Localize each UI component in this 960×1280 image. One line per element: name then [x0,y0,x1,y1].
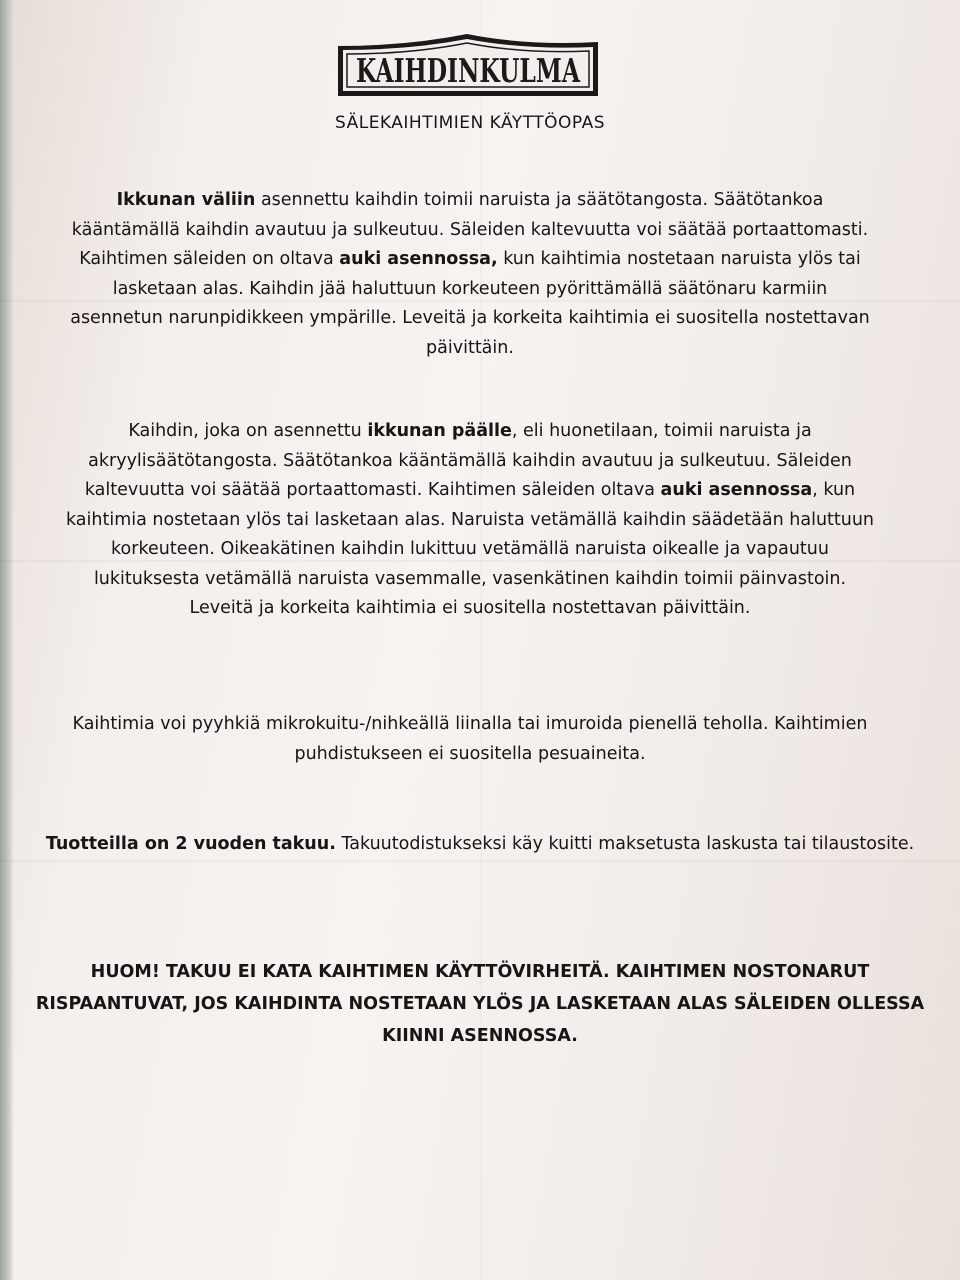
warning-notice: HUOM! TAKUU EI KATA KAIHTIMEN KÄYTTÖVIRHEITÄ. KAIHTIMEN NOSTONARUT RISPAANTUVAT, JOS KAIHDINTA NOSTETAAN YLÖS JA LASKETAAN ALAS SÄLEIDEN OLLESSA KIINNI ASENNOSSA. [35,962,925,1046]
emphasis-text: Ikkunan väliin [116,190,256,210]
emphasis-text: auki asennossa, [339,249,498,269]
brand-logo [337,30,599,98]
body-text: , eli huonetilaan, toimii naruista ja akryylisäätötangosta. Säätötankoa kääntämällä kaihdin avautuu ja sulkeutuu. Säleiden kaltevuutta voi säätää portaattomasti. Kaihtimen säleiden oltava [84,421,852,500]
paragraph-warranty [40,830,920,860]
paragraph-cleaning: Kaihtimia voi pyyhkiä mikrokuitu-/nihkeällä liinalla tai imuroida pienellä teholla. Kaihtimien puhdistukseen ei suositella pesuaineita. [72,714,868,764]
paper-edge-shadow [0,0,14,1280]
document-title: SÄLEKAIHTIMIEN KÄYTTÖOPAS [334,113,606,133]
emphasis-text: auki asennossa [660,480,813,500]
body-text: Kaihdin, joka on asennettu [128,421,368,441]
body-text: Takuutodistukseksi käy kuitti maksetusta laskusta tai tilaustosite. [335,834,915,854]
emphasis-text: ikkunan päälle [367,421,512,441]
paragraph-window-above [60,417,880,624]
logo-text: KAIHDINKULMA [356,51,581,90]
body-text: kun kaihtimia nostetaan naruista ylös tai lasketaan alas. Kaihdin jää haluttuun korkeuteen pyörittämällä säätönaru karmiin asennetun narunpidikkeen ympärille. Leveitä ja korkeita kaihtimia ei suositella nostettavan päivittäin. [70,249,870,358]
emphasis-text: Tuotteilla on 2 vuoden takuu. [45,834,336,854]
paragraph-window-between [70,186,870,363]
body-text: asennettu kaihdin toimii naruista ja säätötangosta. Säätötankoa kääntämällä kaihdin avautuu ja sulkeutuu. Säleiden kaltevuutta voi säätää portaattomasti. Kaihtimen säleiden on oltava [71,190,869,269]
body-text: , kun kaihtimia nostetaan ylös tai lasketaan alas. Naruista vetämällä kaihdin säädetään haluttuun korkeuteen. Oikeakätinen kaihdin lukittuu vetämällä naruista oikealle ja vapautuu lukituksesta vetämällä naruista vasemmalle, vasenkätinen kaihdin toimii päinvastoin. Leveitä ja korkeita kaihtimia ei suositella nostettavan päivittäin. [65,480,875,618]
